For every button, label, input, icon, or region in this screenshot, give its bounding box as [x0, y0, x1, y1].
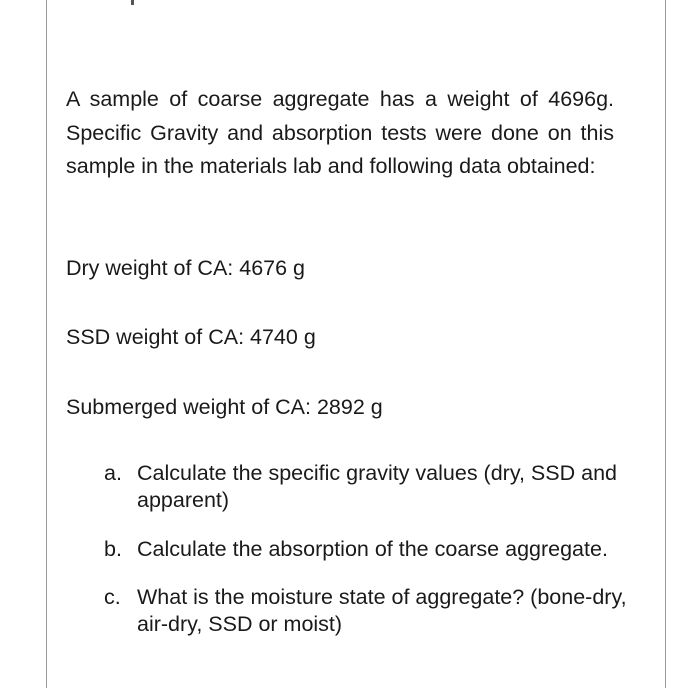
page-edge-mark [131, 0, 134, 5]
question-text: Calculate the specific gravity values (dry, SSD and apparent) [137, 461, 617, 512]
question-c [104, 584, 650, 638]
question-a [104, 460, 650, 514]
question-list [104, 460, 650, 638]
question-text: What is the moisture state of aggregate? (bone-dry, air-dry, SSD or moist) [137, 585, 627, 636]
dry-weight-line: Dry weight of CA: 4676 g [66, 256, 306, 280]
question-b [104, 536, 650, 563]
question-marker: c. [104, 585, 121, 609]
ssd-weight-line: SSD weight of CA: 4740 g [66, 325, 316, 349]
question-marker: a. [104, 461, 122, 485]
question-text: Calculate the absorption of the coarse aggregate. [137, 537, 608, 561]
submerged-weight-line: Submerged weight of CA: 2892 g [66, 395, 383, 419]
problem-intro: A sample of coarse aggregate has a weight of 4696g. Specific Gravity and absorption tests were done on this sample in the materials lab and following data obtained: [66, 87, 614, 178]
question-marker: b. [104, 537, 122, 561]
